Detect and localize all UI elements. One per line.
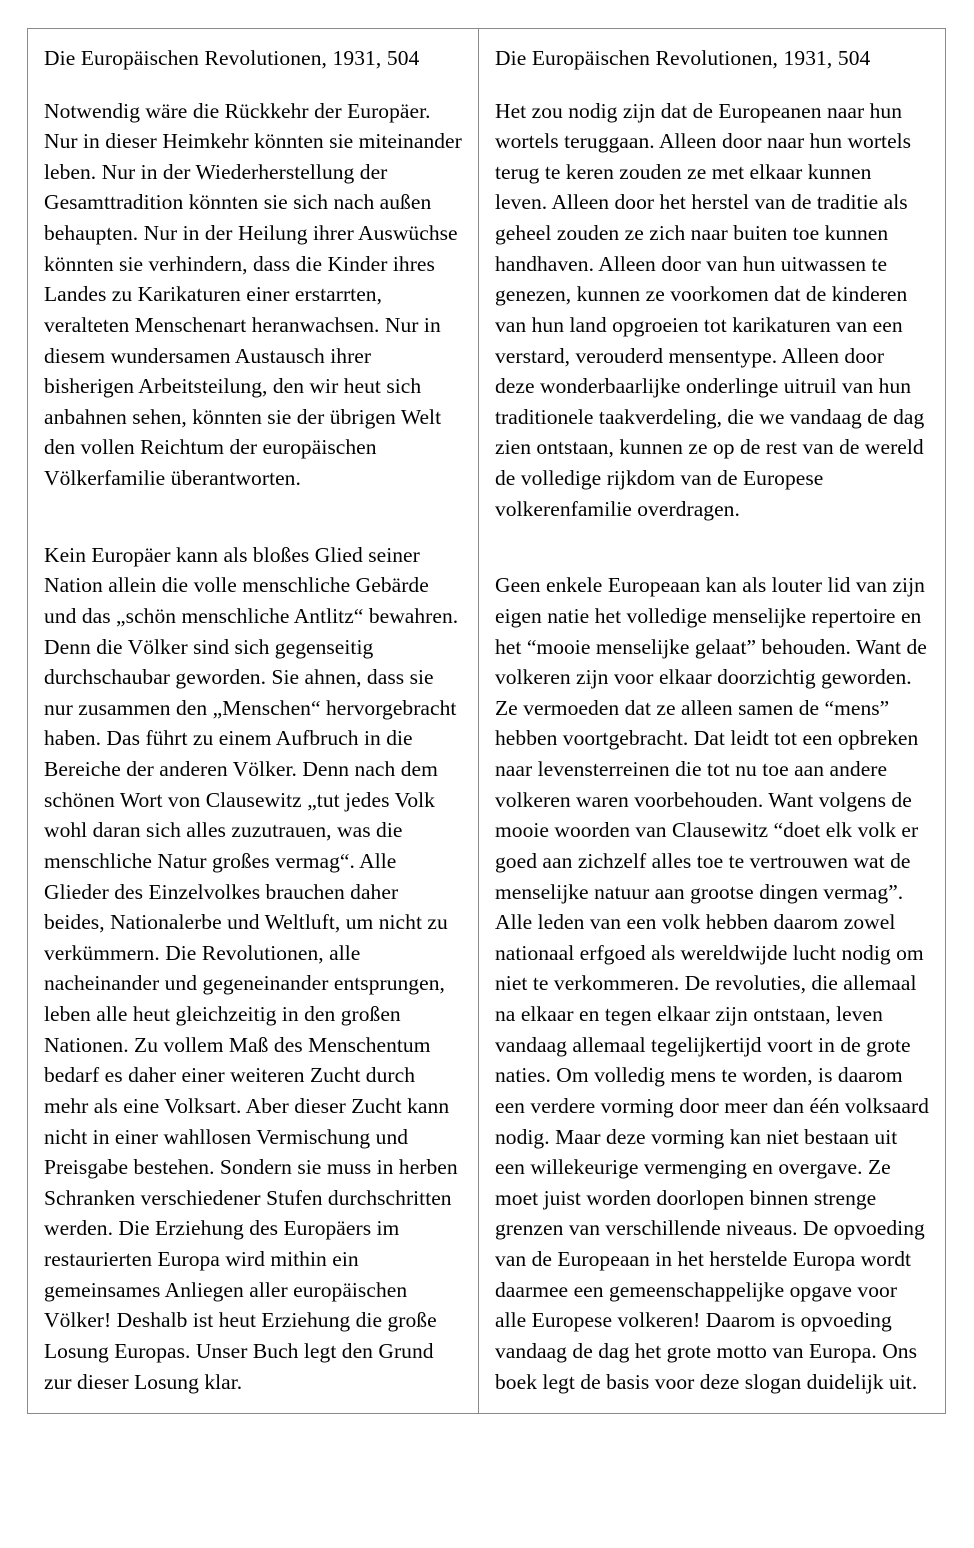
target-paragraph-1: Het zou nodig zijn dat de Europeanen naar hun wortels teruggaan. Alleen door naar hun wortels terug te keren zouden ze met elkaar kunnen leven. Alleen door het herstel van de traditie als geheel zouden ze zich naar buiten toe kunnen handhaven. Alleen door van hun uitwassen te genezen, kunnen ze voorkomen dat de kinderen van hun land opgroeien tot karikaturen van een verstard, verouderd mensentype. Alleen door deze wonderbaarlijke onderlinge uitruil van hun traditionele taakverdeling, die we vandaag de dag zien ontstaan, kunnen ze op de rest van de wereld de volledige rijkdom van de Europese volkerenfamilie overdragen. [495,98,925,521]
target-language-cell [479,29,946,1414]
table-row [28,29,946,1414]
target-citation-heading: Die Europäischen Revolutionen, 1931, 504 [495,46,871,70]
source-paragraph-1: Notwendig wäre die Rückkehr der Europäer. Nur in dieser Heimkehr könnten sie miteinander leben. Nur in der Wiederherstellung der Gesamttradition könnten sie sich nach außen behaupten. Nur in der Heilung ihrer Auswüchse könnten sie verhindern, dass die Kinder ihres Landes zu Karikaturen einer erstarrten, veralteten Menschenart heranwachsen. Nur in diesem wundersamen Austausch ihrer bisherigen Arbeitsteilung, den wir heut sich anbahnen sehen, könnten sie der übrigen Welt den vollen Reichtum der europäischen Völkerfamilie überantworten. [44,98,462,491]
target-paragraph-2: Geen enkele Europeaan kan als louter lid van zijn eigen natie het volledige menselijke repertoire en het “mooie menselijke gelaat” behouden. Want de volkeren zijn voor elkaar doorzichtig geworden. Ze vermoeden dat ze alleen samen de “mens” hebben voortgebracht. Dat leidt tot een opbreken naar levensterreinen die tot nu toe aan andere volkeren waren voorbehouden. Want volgens de mooie woorden van Clausewitz “doet elk volk er goed aan zichzelf alles toe te vertrouwen wat de menselijke natuur aan grootse dingen vermag”. Alle leden van een volk hebben daarom zowel nationaal erfgoed als wereldwijde lucht nodig om niet te verkommeren. De revoluties, die allemaal na elkaar en tegen elkaar zijn ontstaan, leven vandaag allemaal tegelijkertijd voort in de grote naties. Om volledig mens te worden, is daarom een verdere vorming door meer dan één volksaard nodig. Maar deze vorming kan niet bestaan uit een willekeurige vermenging en overgave. Ze moet juist worden doorlopen binnen strenge grenzen van verschillende niveaus. De opvoeding van de Europeaan in het herstelde Europa wordt daarmee een gemeenschappelijke opgave voor alle Europese volkeren! Daarom is opvoeding vandaag de dag het grote motto van Europa. Ons boek legt de basis voor deze slogan duidelijk uit. [495,573,929,1394]
source-paragraph-2: Kein Europäer kann als bloßes Glied seiner Nation allein die volle menschliche Gebärde und das „schön menschliche Antlitz“ bewahren. Denn die Völker sind sich gegenseitig durchschaubar geworden. Sie ahnen, dass sie nur zusammen den „Menschen“ hervorgebracht haben. Das führt zu einem Aufbruch in die Bereiche der anderen Völker. Denn nach dem schönen Wort von Clausewitz „tut jedes Volk wohl daran sich alles zuzutrauen, was die menschliche Natur großes vermag“. Alle Glieder des Einzelvolkes brauchen daher beides, Nationalerbe und Weltluft, um nicht zu verkümmern. Die Revolutionen, alle nacheinander und gegeneinander entsprungen, leben alle heut gleichzeitig in den großen Nationen. Zu vollem Maß des Menschentum bedarf es daher einer weiteren Zucht durch mehr als eine Volksart. Aber dieser Zucht kann nicht in einer wahllosen Vermischung und Preisgabe bestehen. Sondern sie muss in herben Schranken verschiedener Stufen durchschritten werden. Die Erziehung des Europäers im restaurierten Europa wird mithin ein gemeinsames Anliegen aller europäischen Völker! Deshalb ist heut Erziehung die große Losung Europas. Unser Buch legt den Grund zur dieser Losung klar. [44,542,459,1394]
bilingual-translation-table [27,28,946,1414]
source-language-cell [28,29,479,1414]
source-citation-heading: Die Europäischen Revolutionen, 1931, 504 [44,46,420,70]
